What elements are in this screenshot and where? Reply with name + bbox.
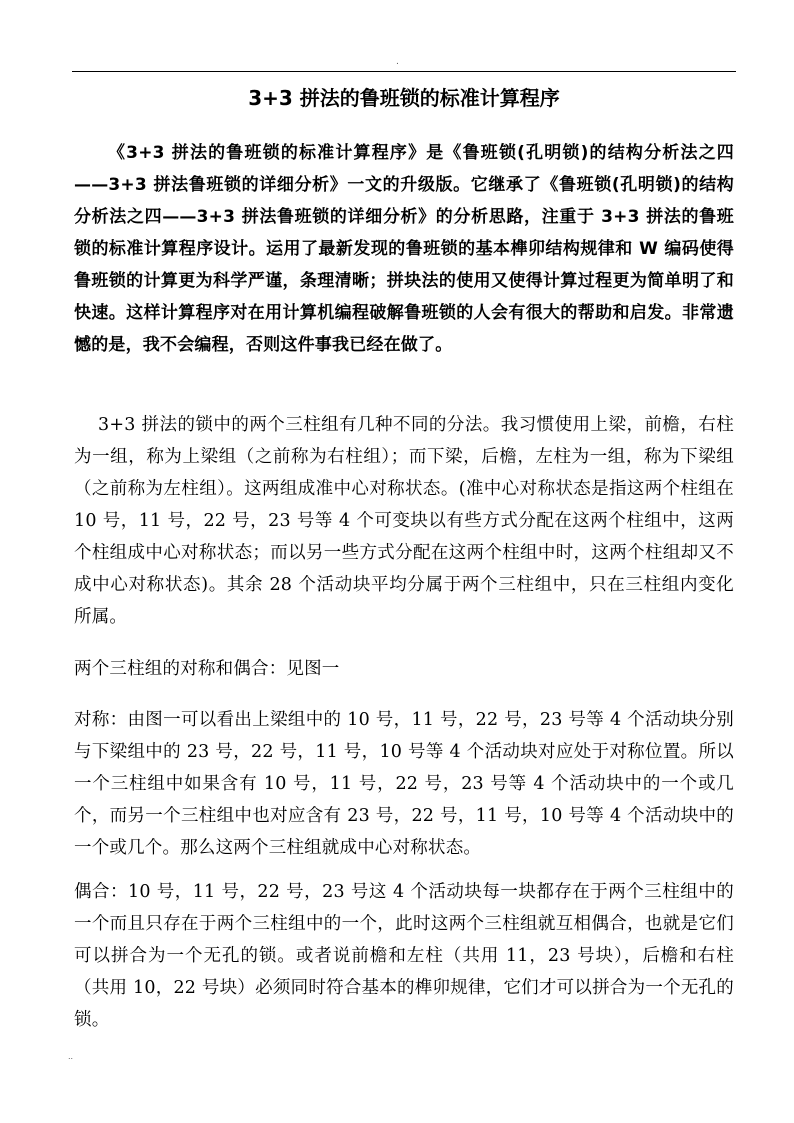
coupling-paragraph: 偶合：10 号，11 号，22 号，23 号这 4 个活动块每一块都存在于两个三柱组中的一个而且只存在于两个三柱组中的一个，此时这两个三柱组就互相偶合，也就是它们可以拼合为一个无孔的锁。或者说前檐和左柱（共用 11，23 号块），后檐和右柱（共用 10，22 号块）必须同时符合基本的榫卯规律，它们才可以拼合为一个无孔的锁。 [74, 882, 734, 1030]
page-title: 3+3 拼法的鲁班锁的标准计算程序 [248, 86, 560, 110]
intro-paragraph: 《3+3 拼法的鲁班锁的标准计算程序》是《鲁班锁(孔明锁)的结构分析法之四——3+3 拼法鲁班锁的详细分析》一文的升级版。它继承了《鲁班锁(孔明锁)的结构分析法之四——3+3 拼法鲁班锁的详细分析》的分析思路，注重于 3+3 拼法的鲁班锁的标准计算程序设计。运用了最新发现的鲁班锁的基本榫卯结构规律和 W 编码使得鲁班锁的计算更为科学严谨，条理清晰；拼块法的使用又使得计算过程更为简单明了和快速。这样计算程序对在用计算机编程破解鲁班锁的人会有很大的帮助和启发。非常遗憾的是，我不会编程，否则这件事我已经在做了。 [74, 143, 734, 355]
split-methods-paragraph: 3+3 拼法的锁中的两个三柱组有几种不同的分法。我习惯使用上梁，前檐，右柱为一组，称为上梁组（之前称为右柱组）；而下梁，后檐，左柱为一组，称为下梁组（之前称为左柱组）。这两组成准中心对称状态。(准中心对称状态是指这两个柱组在 10 号，11 号，22 号，23 号等 4 个可变块以有些方式分配在这两个柱组中，这两个柱组成中心对称状态；而以另一些方式分配在这两个柱组中时，这两个柱组却又不成中心对称状态)。其余 28 个活动块平均分属于两个三柱组中，只在三柱组内变化所属。 [74, 415, 734, 627]
page-top-mark: . [396, 57, 399, 67]
symmetry-paragraph: 对称：由图一可以看出上梁组中的 10 号，11 号，22 号，23 号等 4 个活动块分别与下梁组中的 23 号，22 号，11 号，10 号等 4 个活动块对应处于对称位置。所以一个三柱组中如果含有 10 号，11 号，22 号，23 号等 4 个活动块中的一个或几个，而另一个三柱组中也对应含有 23 号，22 号，11 号，10 号等 4 个活动块中的一个或几个。那么这两个三柱组就成中心对称状态。 [74, 710, 734, 858]
section-subheading: 两个三柱组的对称和偶合：见图一 [74, 659, 340, 679]
header-divider [72, 71, 736, 72]
page-bottom-mark: .. [68, 1052, 74, 1061]
